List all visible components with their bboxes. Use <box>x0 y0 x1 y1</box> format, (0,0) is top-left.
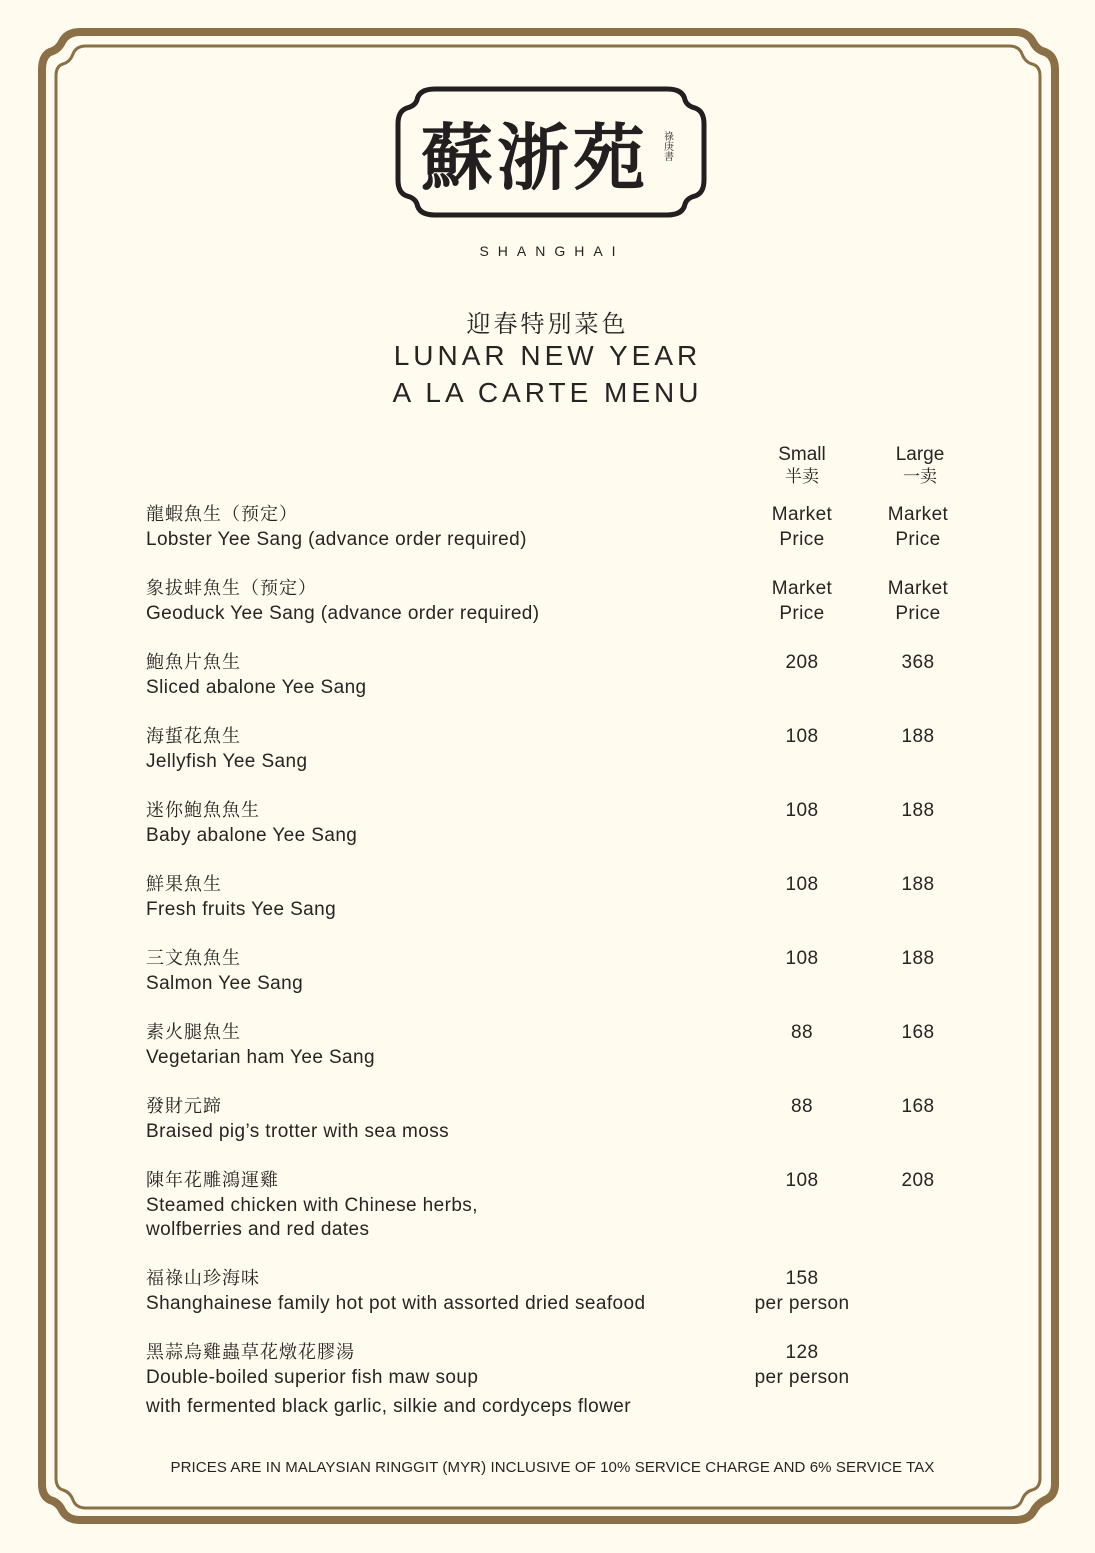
column-header-small-cn: 半卖 <box>785 467 819 487</box>
menu-item-english-name: Steamed chicken with Chinese herbs, <box>146 1194 478 1216</box>
price-large: 188 <box>901 874 935 895</box>
price-label: Price <box>779 528 825 550</box>
menu-title-line2: A LA CARTE MENU <box>392 377 703 408</box>
column-header-small <box>742 443 862 489</box>
price-value: 158 <box>785 1268 819 1289</box>
restaurant-logo <box>395 86 707 218</box>
menu-item <box>146 1021 375 1070</box>
price-small: 108 <box>785 948 819 969</box>
logo-subtitle: SHANGHAI <box>479 243 625 259</box>
price-per-person <box>742 1341 862 1390</box>
menu-item-chinese-name: 龍蝦魚生（预定） <box>146 504 298 525</box>
price-unit: per person <box>754 1292 850 1314</box>
price-large: 188 <box>901 800 935 821</box>
menu-item-english-name: Double-boiled superior fish maw soup <box>146 1366 479 1388</box>
price-small: 108 <box>785 874 819 895</box>
price-value: 128 <box>785 1342 819 1363</box>
menu-item <box>146 799 357 848</box>
menu-item-chinese-name: 黑蒜烏雞蟲草花燉花膠湯 <box>146 1342 355 1363</box>
price-large <box>858 577 978 626</box>
menu-item-chinese-name: 福祿山珍海味 <box>146 1268 260 1289</box>
price-large <box>858 503 978 552</box>
price-small: 88 <box>791 1096 813 1117</box>
price-label: Price <box>895 528 941 550</box>
price-label: Price <box>779 602 825 624</box>
menu-item-english-name: Geoduck Yee Sang (advance order required) <box>146 602 540 624</box>
menu-item-chinese-name: 陳年花雕鴻運雞 <box>146 1170 279 1191</box>
price-small <box>742 577 862 626</box>
menu-item-english-name: Vegetarian ham Yee Sang <box>146 1046 375 1068</box>
menu-item <box>146 503 527 552</box>
price-large: 368 <box>901 652 935 673</box>
price-unit: per person <box>754 1366 850 1388</box>
menu-item <box>146 1169 478 1243</box>
price-value: Market <box>771 578 833 599</box>
price-small: 208 <box>785 652 819 673</box>
menu-item <box>146 873 336 922</box>
menu-item-chinese-name: 象拔蚌魚生（预定） <box>146 578 317 599</box>
price-per-person <box>742 1267 862 1316</box>
menu-item-english-name: Baby abalone Yee Sang <box>146 824 358 846</box>
menu-title-chinese: 迎春特別菜色 <box>466 310 629 338</box>
price-value: Market <box>887 504 949 525</box>
logo-chinese-name: 蘇浙苑 <box>420 115 650 200</box>
price-small: 108 <box>785 726 819 747</box>
menu-item <box>146 1095 449 1144</box>
menu-item-chinese-name: 三文魚魚生 <box>146 948 241 969</box>
column-header-small-en: Small <box>778 444 826 465</box>
menu-item-chinese-name: 鮑魚片魚生 <box>146 652 241 673</box>
price-footnote: PRICES ARE IN MALAYSIAN RINGGIT (MYR) INCLUSIVE OF 10% SERVICE CHARGE AND 6% SERVICE TAX <box>170 1459 935 1476</box>
logo-frame-icon <box>395 86 707 218</box>
menu-item <box>146 651 367 700</box>
price-large: 168 <box>901 1022 935 1043</box>
logo-seal-text: 祿庚書 <box>661 131 673 161</box>
menu-item-english-name: Fresh fruits Yee Sang <box>146 898 337 920</box>
menu-item-english-name: Sliced abalone Yee Sang <box>146 676 367 698</box>
price-small <box>742 503 862 552</box>
menu-item-english-name: Shanghainese family hot pot with assorted dried seafood <box>146 1292 646 1314</box>
price-label: Price <box>895 602 941 624</box>
price-small: 108 <box>785 800 819 821</box>
menu-item-chinese-name: 素火腿魚生 <box>146 1022 241 1043</box>
menu-item <box>146 725 307 774</box>
menu-item-chinese-name: 海蜇花魚生 <box>146 726 241 747</box>
menu-item-english-name: Braised pig’s trotter with sea moss <box>146 1120 449 1142</box>
price-large: 168 <box>901 1096 935 1117</box>
menu-item <box>146 1267 645 1316</box>
menu-title-line1: LUNAR NEW YEAR <box>393 340 702 371</box>
price-large: 208 <box>901 1170 935 1191</box>
menu-item-chinese-name: 迷你鮑魚魚生 <box>146 800 260 821</box>
menu-item <box>146 1341 631 1420</box>
menu-item-english-name: Lobster Yee Sang (advance order required) <box>146 528 527 550</box>
column-header-large <box>860 443 980 489</box>
price-value: Market <box>771 504 833 525</box>
price-large: 188 <box>901 726 935 747</box>
menu-item-english-name-cont: with fermented black garlic, silkie and cordyceps flower <box>146 1396 631 1417</box>
menu-item-chinese-name: 鮮果魚生 <box>146 874 222 895</box>
column-header-large-cn: 一卖 <box>903 467 937 487</box>
price-small: 108 <box>785 1170 819 1191</box>
menu-item <box>146 577 540 626</box>
menu-item-english-name: Jellyfish Yee Sang <box>146 750 308 772</box>
menu-item-chinese-name: 發財元蹄 <box>146 1096 222 1117</box>
price-large: 188 <box>901 948 935 969</box>
price-value: Market <box>887 578 949 599</box>
menu-item <box>146 947 303 996</box>
menu-item-english-name-cont: wolfberries and red dates <box>146 1219 370 1240</box>
menu-item-english-name: Salmon Yee Sang <box>146 972 304 994</box>
price-small: 88 <box>791 1022 813 1043</box>
column-header-large-en: Large <box>895 444 945 465</box>
